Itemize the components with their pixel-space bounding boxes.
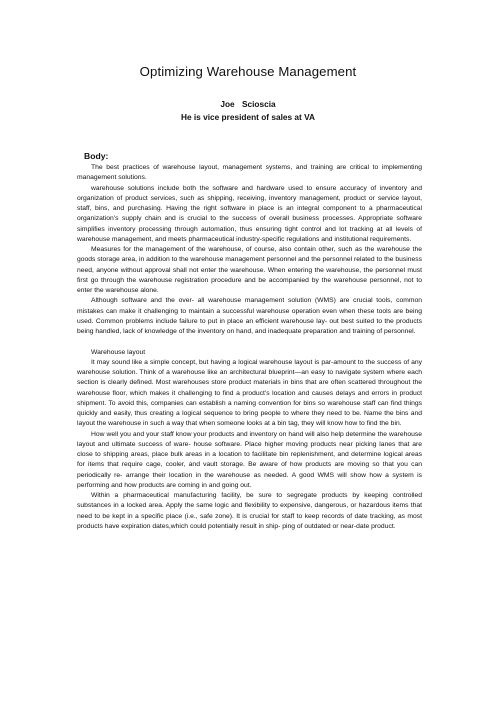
author-name: Joe Scioscia — [220, 99, 276, 109]
paragraph-common-mistakes: Although software and the over- all warehouse management solution (WMS) are crucial tools, common mistakes can make it challenging to maintain a successful warehouse operation even when these tools are being used. Common problems include failure to put in place an efficient warehouse lay- out best suited to the products being handled, lack of knowledge of the inventory on hand, and inadequate preparation and training of personnel. — [77, 297, 422, 335]
paragraph-layout-concept: It may sound like a simple concept, but having a logical warehouse layout is par-amount to the success of any warehouse solution. Think of a warehouse like an architectural blueprint—an easy to navigate system where each section is clearly defined. Most warehouses store product materials in bins that are often scattered throughout the warehouse floor, which makes it challenging to find a product’s location and causes delays and errors in product shipment. To avoid this, companies can establish a naming convention for bins so warehouse staff can find things quickly and easily, thus creating a logical sequence to bring people to where they need to be. Name the bins and layout the warehouse in such a way that when someone looks at a bin tag, they will know how to find the bin. — [77, 358, 422, 428]
paragraph-pharma-facility: Within a pharmaceutical manufacturing facility, be sure to segregate products by keeping controlled substances in a locked area. Apply the same logic and flexibility to expensive, dangerous, or hazardous items that need to be kept in a specific place (i.e., safe zone). It is crucial for staff to keep records of date tracking, as most products have expiration dates,which could potentially result in ship- ping of outdated or near-date product. — [77, 492, 422, 530]
paragraph-software: warehouse solutions include both the software and hardware used to ensure accuracy of inventory and organization of product services, such as shipping, receiving, inventory management, product or service layout, staff, bins, and purchasing. Having the right software in place is an integral component to a pharmaceutical organization’s supply chain and is crucial to the success of overall business processes. Appropriate software simplifies inventory processing through automation, thus ensuring tight control and lot tracking at all levels of warehouse management, and meets pharmaceutical industry-specific regulations and institutional requirements. — [77, 184, 422, 243]
author-affiliation: He is vice president of sales at VA — [180, 112, 316, 122]
body-heading: Body: — [84, 151, 109, 161]
document-title: Optimizing Warehouse Management — [139, 64, 357, 79]
paragraph-measures: Measures for the management of the warehouse, of course, also contain other, such as the warehouse the goods storage area, in addition to the warehouse management personnel and the personnel related to the business need, anyone without approval shall not enter the warehouse. When entering the warehouse, the personnel must first go through the warehouse registration procedure and be accompanied by the warehouse personnel, not to enter the warehouse alone. — [77, 246, 422, 294]
body-text — [77, 163, 422, 532]
paragraph-intro: The best practices of warehouse layout, management systems, and training are critical to implementing management solutions. — [77, 164, 422, 182]
section-heading-warehouse-layout: Warehouse layout — [91, 348, 146, 356]
paragraph-know-products: How well you and your staff know your products and inventory on hand will also help determine the warehouse layout and ultimate success of ware- house software. Place higher moving products near picking lanes that are close to shipping areas, place bulk areas in a location to facilitate bin replenishment, and determine logical areas for items that require cage, cooler, and vault storage. Be aware of how products are moving so that you can periodically re- arrange their location in the warehouse as needed. A good WMS will show how a system is performing and how products are coming in and going out. — [77, 430, 422, 489]
